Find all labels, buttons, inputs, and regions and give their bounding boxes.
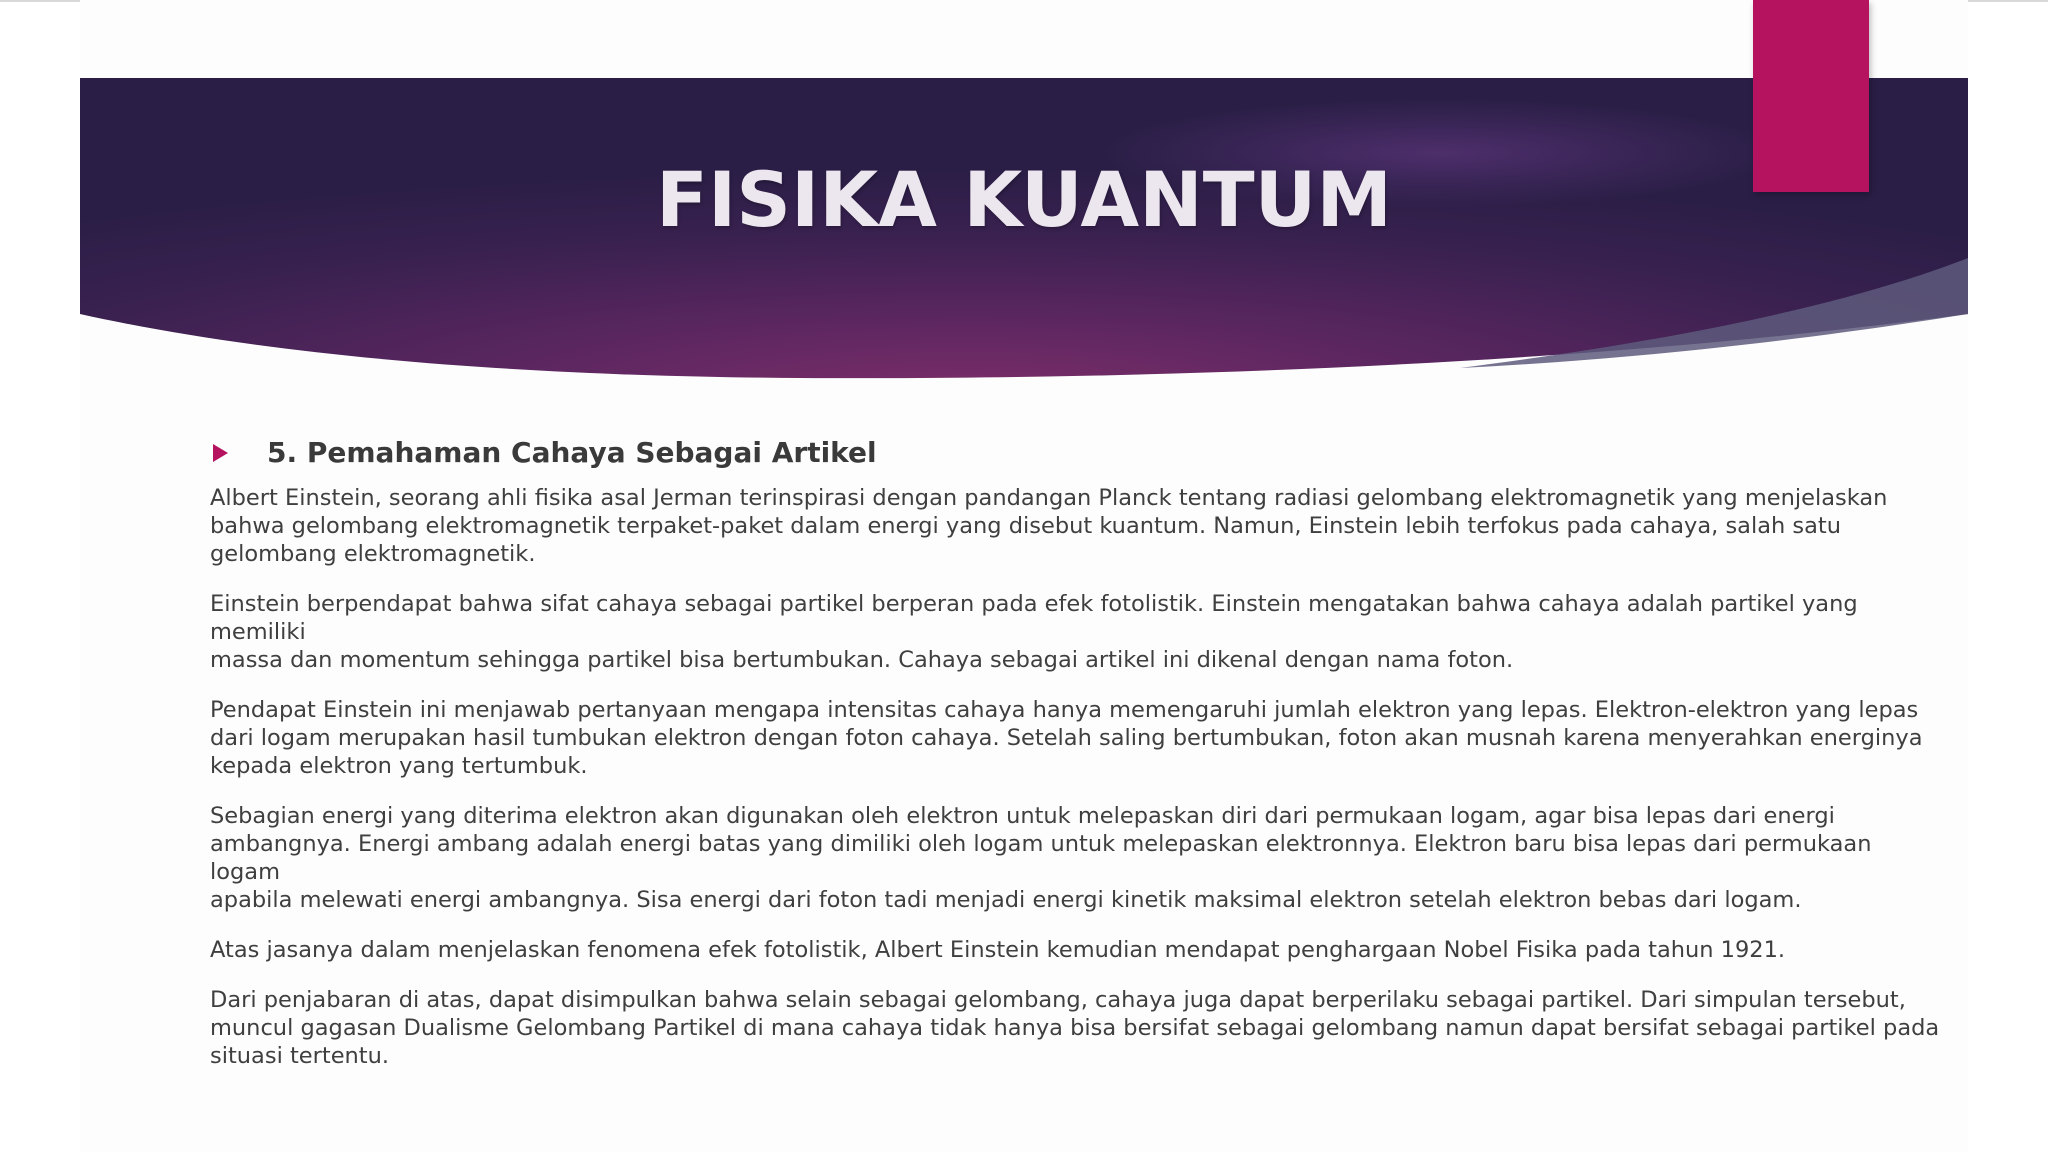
slide-title: FISIKA KUANTUM <box>656 155 1392 244</box>
section-heading: 5. Pemahaman Cahaya Sebagai Artikel <box>267 436 877 469</box>
paragraph-6: Dari penjabaran di atas, dapat disimpulkan bahwa selain sebagai gelombang, cahaya juga dapat berperilaku sebagai partikel. Dari simpulan tersebut, muncul gagasan Dualisme Gelombang Partikel di mana cahaya tidak hanya bisa bersifat sebagai gelombang namun dapat bersifat sebagai partikel pada situasi tertentu. <box>210 987 1940 1069</box>
section-heading-row <box>210 432 1940 474</box>
slide-body <box>210 432 1940 1092</box>
paragraph-5: Atas jasanya dalam menjelaskan fenomena efek fotolistik, Albert Einstein kemudian mendapat penghargaan Nobel Fisika pada tahun 1921. <box>210 937 1786 963</box>
triangle-bullet-icon <box>213 444 228 462</box>
paragraph-2: Einstein berpendapat bahwa sifat cahaya sebagai partikel berperan pada efek fotolistik. Einstein mengatakan bahwa cahaya adalah partikel yang memiliki massa dan momentum sehingga partikel bisa bertumbukan. Cahaya sebagai artikel ini dikenal dengan nama foton. <box>210 591 1858 673</box>
paragraph-1: Albert Einstein, seorang ahli fisika asal Jerman terinspirasi dengan pandangan Planck tentang radiasi gelombang elektromagnetik yang menjelaskan bahwa gelombang elektromagnetik terpaket-paket dalam energi yang disebut kuantum. Namun, Einstein lebih terfokus pada cahaya, salah satu gelombang elektromagnetik. <box>210 485 1888 567</box>
paragraph-3: Pendapat Einstein ini menjawab pertanyaan mengapa intensitas cahaya hanya memengaruhi jumlah elektron yang lepas. Elektron-elektron yang lepas dari logam merupakan hasil tumbukan elektron dengan foton cahaya. Setelah saling bertumbukan, foton akan musnah karena menyerahkan energinya kepada elektron yang tertumbuk. <box>210 697 1923 779</box>
paragraph-4: Sebagian energi yang diterima elektron akan digunakan oleh elektron untuk melepaskan diri dari permukaan logam, agar bisa lepas dari energi ambangnya. Energi ambang adalah energi batas yang dimiliki oleh logam untuk melepaskan elektronnya. Elektron baru bisa lepas dari permukaan logam apabila melewati energi ambangnya. Sisa energi dari foton tadi menjadi energi kinetik maksimal elektron setelah elektron bebas dari logam. <box>210 803 1872 913</box>
